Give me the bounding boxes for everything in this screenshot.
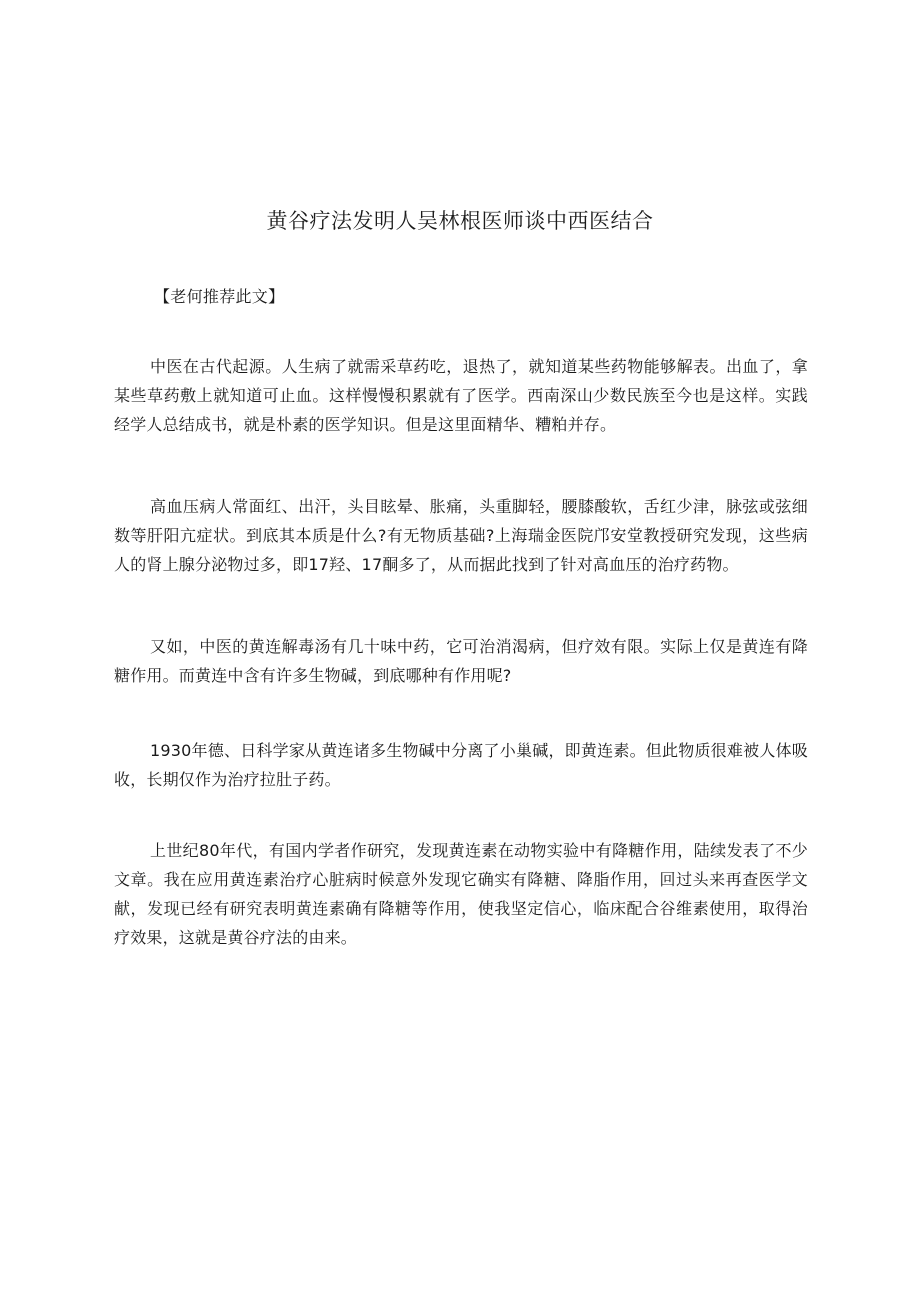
paragraph-3: 又如，中医的黄连解毒汤有几十味中药，它可治消渴病，但疗效有限。实际上仅是黄连有降糖作用。而黄连中含有许多生物碱，到底哪种有作用呢? <box>114 637 808 685</box>
paragraph-4: 1930年德、日科学家从黄连诸多生物碱中分离了小巢碱，即黄连素。但此物质很难被人体吸收，长期仅作为治疗拉肚子药。 <box>114 741 808 789</box>
paragraph-2: 高血压病人常面红、出汗，头目眩晕、胀痛，头重脚轻，腰膝酸软，舌红少津，脉弦或弦细数等肝阳亢症状。到底其本质是什么?有无物质基础?上海瑞金医院邝安堂教授研究发现，这些病人的肾上腺分泌物过多，即17羟、17酮多了，从而据此找到了针对高血压的治疗药物。 <box>114 497 808 574</box>
recommendation-tag: 【老何推荐此文】 <box>154 287 285 306</box>
document-title: 黄谷疗法发明人吴林根医师谈中西医结合 <box>266 209 654 233</box>
paragraph-5: 上世纪80年代，有国内学者作研究，发现黄连素在动物实验中有降糖作用，陆续发表了不少文章。我在应用黄连素治疗心脏病时候意外发现它确实有降糖、降脂作用，回过头来再查医学文献，发现已经有研究表明黄连素确有降糖等作用，使我坚定信心，临床配合谷维素使用，取得治疗效果，这就是黄谷疗法的由来。 <box>114 841 808 947</box>
paragraph-1: 中医在古代起源。人生病了就需采草药吃，退热了，就知道某些药物能够解表。出血了，拿某些草药敷上就知道可止血。这样慢慢积累就有了医学。西南深山少数民族至今也是这样。实践经学人总结成书，就是朴素的医学知识。但是这里面精华、糟粕并存。 <box>114 357 808 434</box>
